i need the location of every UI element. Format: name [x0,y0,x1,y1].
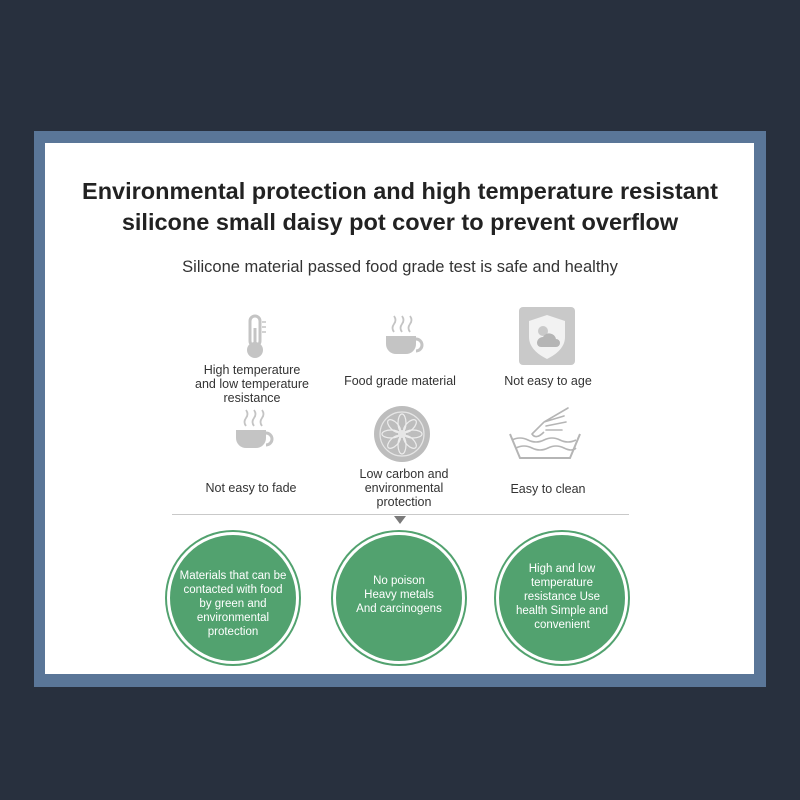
feature-label-food-grade: Food grade material [344,374,456,388]
weather-shield-icon [519,307,575,365]
feature-label-temperature: High temperature and low temperature resistance [195,363,309,405]
benefit-text-food-contact: Materials that can be contacted with food by green and environmental protection [179,570,287,638]
feature-label-fade: Not easy to fade [205,481,297,495]
feature-label-aging: Not easy to age [504,374,592,388]
coffee-cup-icon [232,406,280,454]
subtitle: Silicone material passed food grade test is safe and healthy [182,258,618,276]
divider [172,514,629,515]
benefit-text-temperature: High and low temperature resistance Use health Simple and convenient [515,563,609,631]
thermometer-icon [240,314,270,360]
benefit-text-no-poison: No poison Heavy metals And carcinogens [356,575,442,615]
down-arrow-icon [394,516,406,524]
feature-label-low-carbon: Low carbon and environmental protection [359,467,449,509]
hand-washing-icon [508,406,582,466]
title-line-1: Environmental protection and high temperature resistant [82,178,718,204]
coffee-cup-icon [382,312,430,360]
daisy-pot-cover-icon [373,405,431,463]
feature-label-clean: Easy to clean [510,482,586,496]
title-line-2: silicone small daisy pot cover to prevent overflow [121,209,679,235]
page-title [0,176,800,238]
